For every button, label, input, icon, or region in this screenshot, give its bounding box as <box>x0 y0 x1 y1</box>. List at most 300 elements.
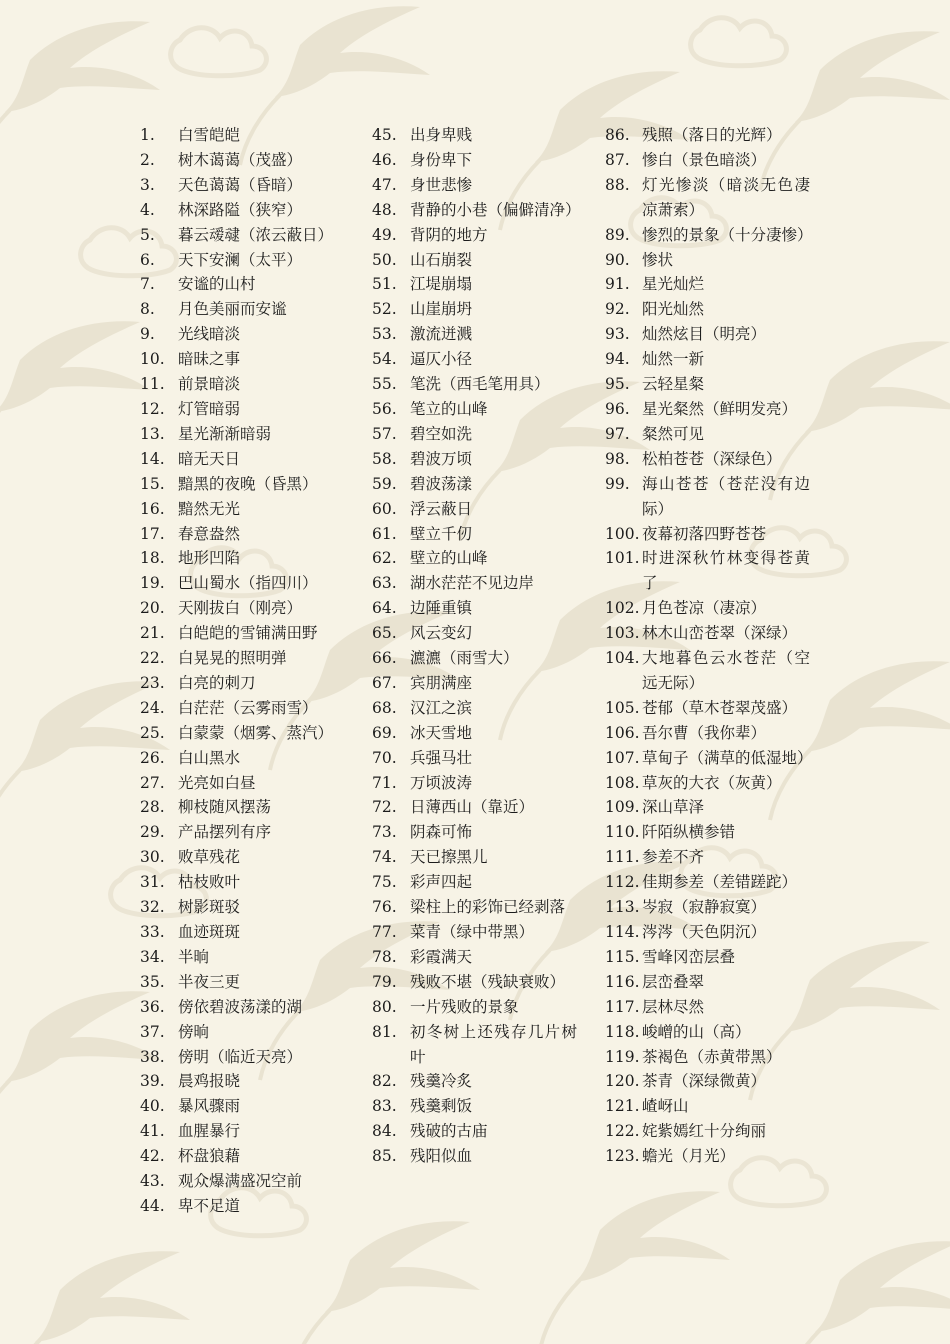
item-number: 76. <box>372 898 397 917</box>
item-number: 44. <box>140 1196 165 1215</box>
item-text: 观众爆满盛况空前 <box>178 1172 303 1191</box>
item-number: 87. <box>605 150 630 169</box>
item-number: 42. <box>140 1147 165 1166</box>
item-text: 暗无天日 <box>178 449 241 468</box>
item-number: 110. <box>605 823 640 842</box>
list-item <box>605 895 810 920</box>
item-text: 残阳似血 <box>410 1147 473 1166</box>
item-number: 51. <box>372 275 397 294</box>
item-number: 80. <box>372 997 397 1016</box>
list-item <box>605 646 810 696</box>
list-item <box>140 546 345 571</box>
list-item <box>140 795 345 820</box>
item-number: 19. <box>140 574 165 593</box>
item-number: 107. <box>605 748 640 767</box>
item-text: 阳光灿然 <box>642 300 705 319</box>
list-item <box>605 1094 810 1119</box>
list-item <box>605 272 810 297</box>
item-text: 半夜三更 <box>178 972 241 991</box>
item-number: 68. <box>372 698 397 717</box>
item-number: 27. <box>140 773 165 792</box>
item-text: 背阴的地方 <box>410 225 488 244</box>
item-text: 彩霞满天 <box>410 947 473 966</box>
item-text: 夜幕初落四野苍苍 <box>642 524 767 543</box>
item-text: 松柏苍苍（深绿色） <box>642 449 782 468</box>
list-item <box>372 372 577 397</box>
list-item <box>372 422 577 447</box>
item-number: 82. <box>372 1072 397 1091</box>
item-text: 海山苍苍（苍茫没有边际） <box>642 474 810 518</box>
item-text: 残败不堪（残缺衰败） <box>410 972 566 991</box>
item-number: 45. <box>372 126 397 144</box>
list-item <box>372 820 577 845</box>
item-number: 113. <box>605 898 640 917</box>
list-item <box>372 970 577 995</box>
item-text: 血迹斑斑 <box>178 923 241 941</box>
item-text: 白晃晃的照明弹 <box>178 649 287 668</box>
item-number: 105. <box>605 698 640 717</box>
list-item <box>372 272 577 297</box>
list-item <box>605 447 810 472</box>
list-item <box>372 1144 577 1169</box>
item-text: 林木山峦苍翠（深绿） <box>642 624 798 643</box>
list-item <box>140 995 345 1020</box>
item-number: 85. <box>372 1147 397 1166</box>
list-item <box>140 1194 345 1219</box>
item-number: 49. <box>372 225 397 244</box>
item-text: 壁立千仞 <box>410 524 473 543</box>
item-number: 30. <box>140 848 165 867</box>
item-number: 4. <box>140 200 155 219</box>
item-text: 出身卑贱 <box>410 126 473 144</box>
item-text: 月色苍凉（凄凉） <box>642 599 767 618</box>
list-item <box>372 322 577 347</box>
item-number: 99. <box>605 474 630 493</box>
item-text: 阴森可怖 <box>410 823 473 842</box>
item-number: 1. <box>140 126 155 144</box>
item-number: 56. <box>372 399 397 418</box>
item-number: 15. <box>140 474 165 493</box>
item-text: 暮云叆叇（浓云蔽日） <box>178 225 334 244</box>
item-text: 树木蔼蔼（茂盛） <box>178 150 303 169</box>
list-item <box>140 596 345 621</box>
list-item <box>372 1094 577 1119</box>
list-item <box>372 746 577 771</box>
item-text: 激流迸溅 <box>410 325 473 344</box>
item-text: 柳枝随风摆荡 <box>178 798 272 817</box>
list-item <box>140 322 345 347</box>
item-text: 山石崩裂 <box>410 250 473 269</box>
item-number: 65. <box>372 624 397 643</box>
item-number: 8. <box>140 300 155 319</box>
list-item <box>372 870 577 895</box>
list-item <box>140 696 345 721</box>
item-text: 深山草泽 <box>642 798 705 817</box>
list-item <box>140 522 345 547</box>
item-number: 111. <box>605 848 640 867</box>
list-item <box>605 297 810 322</box>
list-item <box>605 771 810 796</box>
list-item <box>372 546 577 571</box>
list-item <box>140 173 345 198</box>
item-number: 100. <box>605 524 640 543</box>
item-number: 121. <box>605 1097 640 1116</box>
item-number: 55. <box>372 375 397 394</box>
list-item <box>605 995 810 1020</box>
item-text: 黯然无光 <box>178 499 241 518</box>
list-item <box>605 546 810 596</box>
list-item <box>140 397 345 422</box>
item-number: 16. <box>140 499 165 518</box>
list-item <box>605 123 810 148</box>
list-item <box>605 845 810 870</box>
item-text: 菜青（绿中带黑） <box>410 923 535 941</box>
list-item <box>372 447 577 472</box>
list-item <box>140 248 345 273</box>
item-number: 102. <box>605 599 640 618</box>
list-item <box>372 771 577 796</box>
list-item <box>605 173 810 223</box>
list-item <box>605 1045 810 1070</box>
list-item <box>372 895 577 920</box>
list-item <box>140 223 345 248</box>
item-text: 日薄西山（靠近） <box>410 798 535 817</box>
list-item <box>372 945 577 970</box>
item-text: 惨白（景色暗淡） <box>642 150 767 169</box>
list-item <box>372 995 577 1020</box>
list-item <box>605 1119 810 1144</box>
item-text: 惨烈的景象（十分凄惨） <box>642 225 813 244</box>
list-item <box>372 223 577 248</box>
item-text: 灯管暗弱 <box>178 399 241 418</box>
item-text: 宾朋满座 <box>410 673 473 692</box>
item-number: 63. <box>372 574 397 593</box>
item-text: 天已擦黑儿 <box>410 848 488 867</box>
item-number: 58. <box>372 449 397 468</box>
item-text: 大地暮色云水苍茫（空远无际） <box>642 649 810 692</box>
item-number: 66. <box>372 649 397 668</box>
item-text: 灿然一新 <box>642 350 705 369</box>
item-text: 碧波万顷 <box>410 449 473 468</box>
item-number: 122. <box>605 1122 640 1141</box>
item-number: 78. <box>372 947 397 966</box>
list-item <box>140 272 345 297</box>
item-text: 碧空如洗 <box>410 424 473 443</box>
item-text: 白茫茫（云雾雨雪） <box>178 698 318 717</box>
item-text: 星光渐渐暗弱 <box>178 424 272 443</box>
list-item <box>140 746 345 771</box>
item-number: 96. <box>605 399 630 418</box>
item-text: 暴风骤雨 <box>178 1097 241 1116</box>
item-number: 33. <box>140 923 165 941</box>
item-text: 身份卑下 <box>410 150 473 169</box>
item-text: 残破的古庙 <box>410 1122 488 1141</box>
list-item <box>605 945 810 970</box>
item-number: 17. <box>140 524 165 543</box>
item-text: 雪峰冈峦层叠 <box>642 947 736 966</box>
list-item <box>605 621 810 646</box>
item-number: 29. <box>140 823 165 842</box>
item-text: 彩声四起 <box>410 873 473 892</box>
item-number: 90. <box>605 250 630 269</box>
list-item <box>372 845 577 870</box>
item-text: 白蒙蒙（烟雾、蒸汽） <box>178 723 334 742</box>
item-text: 傍明（临近天亮） <box>178 1047 303 1066</box>
item-text: 风云变幻 <box>410 624 473 643</box>
item-text: 吾尔曹（我你辈） <box>642 723 767 742</box>
item-number: 120. <box>605 1072 640 1091</box>
item-number: 37. <box>140 1022 165 1041</box>
list-item <box>372 248 577 273</box>
list-item <box>605 397 810 422</box>
list-item <box>140 347 345 372</box>
item-text: 涔涔（天色阴沉） <box>642 923 767 941</box>
list-item <box>605 248 810 273</box>
list-item <box>372 920 577 945</box>
item-number: 46. <box>372 150 397 169</box>
list-item <box>140 1045 345 1070</box>
item-text: 天刚拔白（刚亮） <box>178 599 303 618</box>
item-text: 天下安澜（太平） <box>178 250 303 269</box>
item-number: 64. <box>372 599 397 618</box>
item-number: 34. <box>140 947 165 966</box>
item-text: 壁立的山峰 <box>410 549 488 568</box>
list-item <box>605 970 810 995</box>
list-item <box>372 198 581 223</box>
item-number: 70. <box>372 748 397 767</box>
item-number: 101. <box>605 549 640 568</box>
item-text: 瀌瀌（雨雪大） <box>410 649 519 668</box>
item-number: 54. <box>372 350 397 369</box>
item-number: 89. <box>605 225 630 244</box>
item-text: 杯盘狼藉 <box>178 1147 241 1166</box>
item-text: 残照（落日的光辉） <box>642 126 782 144</box>
list-item <box>140 1119 345 1144</box>
item-text: 前景暗淡 <box>178 375 241 394</box>
item-number: 24. <box>140 698 165 717</box>
item-text: 白雪皑皑 <box>178 126 241 144</box>
item-text: 产品摆列有序 <box>178 823 272 842</box>
item-number: 48. <box>372 200 397 219</box>
item-number: 119. <box>605 1047 640 1066</box>
item-text: 茶青（深绿微黄） <box>642 1072 767 1091</box>
item-text: 树影斑驳 <box>178 898 241 917</box>
item-number: 98. <box>605 449 630 468</box>
item-number: 75. <box>372 873 397 892</box>
list-item <box>140 1094 345 1119</box>
item-text: 佳期参差（差错蹉跎） <box>642 873 798 892</box>
list-item <box>372 571 577 596</box>
item-number: 12. <box>140 399 165 418</box>
item-number: 35. <box>140 972 165 991</box>
list-item <box>605 223 813 248</box>
item-number: 11. <box>140 375 165 394</box>
list-item <box>605 1069 810 1094</box>
item-number: 74. <box>372 848 397 867</box>
list-item <box>140 920 345 945</box>
list-item <box>605 322 810 347</box>
list-item <box>140 671 345 696</box>
list-item <box>605 746 813 771</box>
list-item <box>140 1144 345 1169</box>
item-text: 层林尽然 <box>642 997 705 1016</box>
item-text: 一片残败的景象 <box>410 997 519 1016</box>
item-number: 93. <box>605 325 630 344</box>
item-number: 28. <box>140 798 165 817</box>
item-number: 26. <box>140 748 165 767</box>
item-number: 94. <box>605 350 630 369</box>
item-number: 6. <box>140 250 155 269</box>
item-text: 茶褐色（赤黄带黑） <box>642 1047 782 1066</box>
item-number: 21. <box>140 624 165 643</box>
list-item <box>140 646 345 671</box>
list-item <box>372 397 577 422</box>
item-number: 115. <box>605 947 640 966</box>
item-text: 碧波荡漾 <box>410 474 473 493</box>
item-number: 61. <box>372 524 397 543</box>
word-list-column-3 <box>605 123 813 1169</box>
item-text: 汉江之滨 <box>410 698 473 717</box>
item-number: 116. <box>605 972 640 991</box>
list-item <box>140 148 345 173</box>
list-item <box>605 920 810 945</box>
list-item <box>605 148 810 173</box>
item-number: 91. <box>605 275 630 294</box>
item-number: 104. <box>605 649 640 668</box>
item-number: 32. <box>140 898 165 917</box>
item-number: 67. <box>372 673 397 692</box>
list-item <box>140 1069 345 1094</box>
item-text: 安谧的山村 <box>178 275 256 294</box>
item-number: 62. <box>372 549 397 568</box>
item-text: 时进深秋竹林变得苍黄了 <box>642 549 810 593</box>
list-item <box>140 297 345 322</box>
item-number: 13. <box>140 424 165 443</box>
item-number: 97. <box>605 424 630 443</box>
item-text: 光亮如白昼 <box>178 773 256 792</box>
item-number: 72. <box>372 798 397 817</box>
word-list-column-1 <box>140 123 345 1219</box>
item-number: 81. <box>372 1022 397 1041</box>
item-number: 106. <box>605 723 640 742</box>
item-text: 万顷波涛 <box>410 773 473 792</box>
item-number: 25. <box>140 723 165 742</box>
item-number: 5. <box>140 225 155 244</box>
item-text: 山崖崩坍 <box>410 300 473 319</box>
item-number: 71. <box>372 773 397 792</box>
list-item <box>372 721 577 746</box>
list-item <box>140 497 345 522</box>
list-item <box>372 795 577 820</box>
item-number: 7. <box>140 275 155 294</box>
list-item <box>605 1020 810 1045</box>
item-number: 92. <box>605 300 630 319</box>
list-item <box>140 771 345 796</box>
item-text: 星光粲然（鲜明发亮） <box>642 399 798 418</box>
list-item <box>140 422 345 447</box>
item-text: 残羹冷炙 <box>410 1072 473 1091</box>
list-item <box>140 820 345 845</box>
item-number: 22. <box>140 649 165 668</box>
item-number: 77. <box>372 923 397 941</box>
item-number: 3. <box>140 175 155 194</box>
item-text: 白皑皑的雪铺满田野 <box>178 624 318 643</box>
list-item <box>605 372 810 397</box>
item-text: 兵强马壮 <box>410 748 473 767</box>
item-text: 阡陌纵横参错 <box>642 823 736 842</box>
list-item <box>372 1119 577 1144</box>
item-number: 108. <box>605 773 640 792</box>
item-number: 20. <box>140 599 165 618</box>
item-text: 天色蔼蔼（昏暗） <box>178 175 303 194</box>
list-item <box>140 472 345 497</box>
item-text: 巴山蜀水（指四川） <box>178 574 318 593</box>
item-number: 86. <box>605 126 630 144</box>
item-text: 枯枝败叶 <box>178 873 241 892</box>
list-item <box>372 472 577 497</box>
item-number: 57. <box>372 424 397 443</box>
list-item <box>140 721 345 746</box>
item-number: 73. <box>372 823 397 842</box>
item-text: 春意盎然 <box>178 524 241 543</box>
item-text: 岑寂（寂静寂寞） <box>642 898 767 917</box>
list-item <box>140 123 345 148</box>
item-text: 蟾光（月光） <box>642 1147 736 1166</box>
item-number: 36. <box>140 997 165 1016</box>
list-item <box>372 1069 577 1094</box>
item-text: 粲然可见 <box>642 424 705 443</box>
item-number: 2. <box>140 150 155 169</box>
list-item <box>372 646 577 671</box>
list-item <box>372 621 577 646</box>
item-number: 50. <box>372 250 397 269</box>
item-number: 69. <box>372 723 397 742</box>
list-item <box>605 870 810 895</box>
item-text: 晨鸡报晓 <box>178 1072 241 1091</box>
list-item <box>605 721 810 746</box>
item-text: 冰天雪地 <box>410 723 473 742</box>
list-item <box>605 696 810 721</box>
item-text: 参差不齐 <box>642 848 705 867</box>
list-item <box>140 198 345 223</box>
item-text: 背静的小巷（偏僻清净） <box>410 200 581 219</box>
item-number: 9. <box>140 325 155 344</box>
list-item <box>372 696 577 721</box>
item-number: 38. <box>140 1047 165 1066</box>
item-number: 10. <box>140 350 165 369</box>
item-number: 23. <box>140 673 165 692</box>
item-number: 118. <box>605 1022 640 1041</box>
item-text: 血腥暴行 <box>178 1122 241 1141</box>
item-number: 47. <box>372 175 397 194</box>
list-item <box>605 596 810 621</box>
list-item <box>372 1020 577 1070</box>
item-text: 败草残花 <box>178 848 241 867</box>
item-number: 117. <box>605 997 640 1016</box>
list-item <box>605 472 810 522</box>
item-number: 83. <box>372 1097 397 1116</box>
item-text: 姹紫嫣红十分绚丽 <box>642 1122 767 1141</box>
item-number: 103. <box>605 624 640 643</box>
item-number: 60. <box>372 499 397 518</box>
item-text: 身世悲惨 <box>410 175 473 194</box>
item-text: 梁柱上的彩饰已经剥落 <box>410 898 566 917</box>
list-item <box>372 497 577 522</box>
item-text: 边陲重镇 <box>410 599 473 618</box>
item-text: 半晌 <box>178 947 210 966</box>
item-text: 傍依碧波荡漾的湖 <box>178 997 303 1016</box>
item-text: 笔洗（西毛笔用具） <box>410 375 550 394</box>
